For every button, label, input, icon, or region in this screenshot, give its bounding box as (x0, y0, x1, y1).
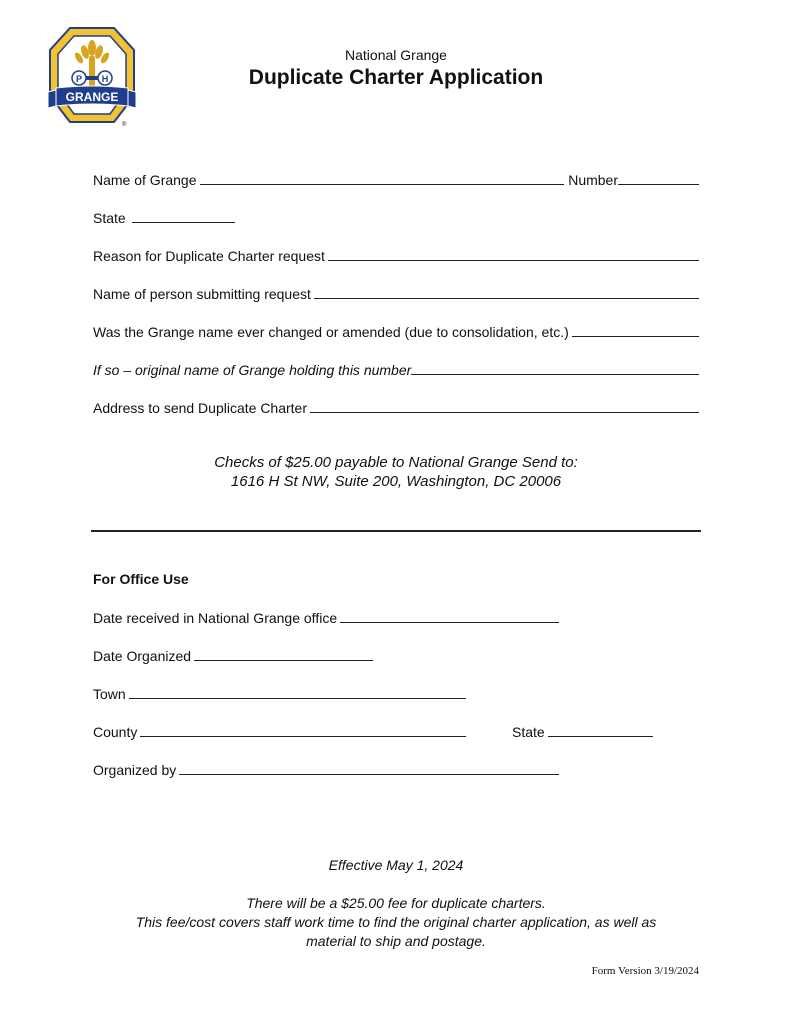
label-date-organized: Date Organized (93, 648, 192, 664)
office-use-heading: For Office Use (93, 571, 189, 587)
fee-notice-line-3: material to ship and postage. (306, 933, 486, 949)
input-address[interactable] (310, 411, 699, 413)
input-state[interactable] (132, 221, 235, 223)
fee-notice-line-2: This fee/cost covers staff work time to find the original charter application, as well as (135, 914, 657, 930)
input-organized-by[interactable] (179, 773, 559, 775)
page-title: Duplicate Charter Application (248, 66, 544, 89)
input-original-name[interactable] (411, 373, 699, 375)
organization-name: National Grange (345, 47, 447, 63)
logo-banner-text: GRANGE (65, 90, 119, 104)
field-office-state (512, 720, 653, 740)
label-office-state: State (512, 724, 545, 740)
input-reason[interactable] (328, 259, 699, 261)
label-date-received: Date received in National Grange office (93, 610, 338, 626)
input-town[interactable] (129, 697, 466, 699)
label-submitter: Name of person submitting request (93, 286, 311, 302)
logo-registered-mark: ® (122, 122, 127, 128)
effective-date: Effective May 1, 2024 (328, 857, 464, 873)
label-name-of-grange: Name of Grange (93, 172, 197, 188)
field-state (93, 206, 699, 226)
field-organized-by (93, 758, 559, 778)
label-reason: Reason for Duplicate Charter request (93, 248, 325, 264)
fee-notice-line-1: There will be a $25.00 fee for duplicate charters. (246, 895, 546, 911)
field-submitter (93, 282, 699, 302)
label-state: State (93, 210, 126, 226)
input-name-of-grange[interactable] (200, 183, 565, 185)
input-submitter[interactable] (314, 297, 699, 299)
label-original-name: If so – original name of Grange holding this number (93, 362, 412, 378)
field-address (93, 396, 699, 416)
label-county: County (93, 724, 138, 740)
field-date-organized (93, 644, 373, 664)
payment-instructions: Checks of $25.00 payable to National Grange Send to: (214, 454, 578, 471)
label-address: Address to send Duplicate Charter (93, 400, 307, 416)
section-divider (91, 530, 701, 532)
input-name-changed[interactable] (572, 335, 699, 337)
logo-monogram-left: P (75, 74, 83, 84)
field-date-received (93, 606, 559, 626)
payment-address: 1616 H St NW, Suite 200, Washington, DC 20006 (230, 473, 562, 490)
label-number: Number (568, 172, 618, 188)
field-county (93, 720, 466, 740)
logo-monogram-right: H (101, 74, 109, 84)
field-name-of-grange (93, 168, 699, 188)
input-county[interactable] (140, 735, 466, 737)
label-town: Town (93, 686, 126, 702)
field-original-name (93, 358, 699, 378)
field-town (93, 682, 466, 702)
input-office-state[interactable] (548, 735, 653, 737)
input-date-organized[interactable] (194, 659, 373, 661)
label-organized-by: Organized by (93, 762, 177, 778)
field-name-changed (93, 320, 699, 340)
label-name-changed: Was the Grange name ever changed or amended (due to consolidation, etc.) (93, 324, 569, 340)
input-number[interactable] (618, 183, 699, 185)
form-version: Form Version 3/19/2024 (591, 965, 699, 977)
input-date-received[interactable] (340, 621, 559, 623)
field-reason (93, 244, 699, 264)
